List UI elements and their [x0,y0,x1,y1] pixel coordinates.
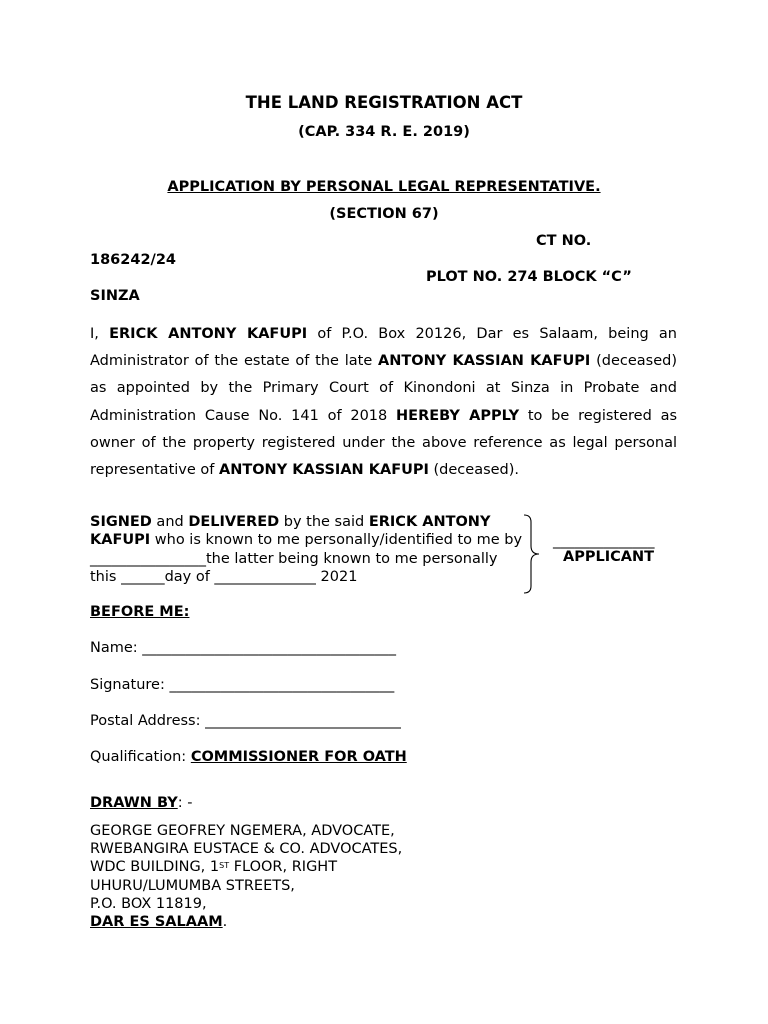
body-text: of P.O. Box 20126, Dar es Salaam, being an Administrator of the estate of the late [90,326,678,370]
body-text: to be registered as owner of the property registered under the above reference as legal personal representative of [90,407,678,479]
signing-line-1 [90,513,522,531]
drawer-address [90,822,402,931]
section-reference: (SECTION 67) [329,206,439,222]
address-line [90,858,402,876]
act-title: THE LAND REGISTRATION ACT [245,93,523,112]
application-title: APPLICATION BY PERSONAL LEGAL REPRESENTATIVE. [167,179,601,195]
curly-brace-icon [522,514,544,594]
before-me-label: BEFORE ME: [90,604,190,620]
drawn-by-suffix: : - [177,795,193,811]
act-chapter: (CAP. 334 R. E. 2019) [298,124,470,140]
address-line: UHURU/LUMUMBA STREETS, [90,877,295,894]
application-paragraph [90,321,677,484]
address-line [90,913,402,931]
deceased-name: ANTONY KASSIAN KAFUPI [218,462,429,479]
applicant-label: APPLICANT [563,549,655,565]
address-text: . [222,914,228,931]
hereby-apply: HEREBY APPLY [396,407,520,424]
address-line: RWEBANGIRA EUSTACE & CO. ADVOCATES, [90,841,403,858]
city-name: DAR ES SALAAM [90,914,223,931]
signing-text: by the said [279,514,369,530]
signed-text: SIGNED [90,514,152,530]
body-text: I, [90,326,110,342]
applicant-name: ERICK ANTONY KAFUPI [109,326,308,342]
plot-number: PLOT NO. 274 BLOCK “C” [426,269,632,285]
address-line: P.O. BOX 11819, [90,895,207,912]
ct-number: 186242/24 [90,252,177,268]
signing-line-3: ________________the latter being known to me personally [90,550,498,567]
floor-ordinal: ST [219,861,230,871]
signature-field: Signature: _______________________________ [90,677,395,693]
signing-line-4: this ______day of ______________ 2021 [90,568,358,585]
delivered-text: DELIVERED [188,514,280,530]
signing-line-2 [90,531,522,549]
signer-name: KAFUPI [90,532,151,549]
address-text: WDC BUILDING, 1 [90,859,220,876]
signature-line: ______________ [553,533,655,549]
address-line: GEORGE GEOFREY NGEMERA, ADVOCATE, [90,823,395,839]
location: SINZA [90,288,140,304]
deceased-name: ANTONY KASSIAN KAFUPI [378,353,591,370]
body-text: (deceased). [428,462,520,479]
name-field: Name: ___________________________________ [90,640,397,656]
signing-text: who is known to me personally/identified to me by [150,532,523,549]
qualification-field [90,749,407,765]
address-text: FLOOR, RIGHT [229,859,338,876]
ct-label: CT NO. [536,233,592,249]
signing-text: and [151,514,189,530]
signing-block [90,513,522,586]
drawn-by-heading [90,795,192,811]
body-text: (deceased) as appointed by the Primary Court of Kinondoni at Sinza in Probate and Administration Cause No. 141 of 2018 [90,353,677,424]
signer-name: ERICK ANTONY [368,514,491,530]
postal-address-field: Postal Address: ___________________________ [90,713,401,729]
qualification-value: COMMISSIONER FOR OATH [190,749,407,765]
drawn-by-label: DRAWN BY [90,795,178,811]
qualification-label: Qualification: [90,749,191,765]
